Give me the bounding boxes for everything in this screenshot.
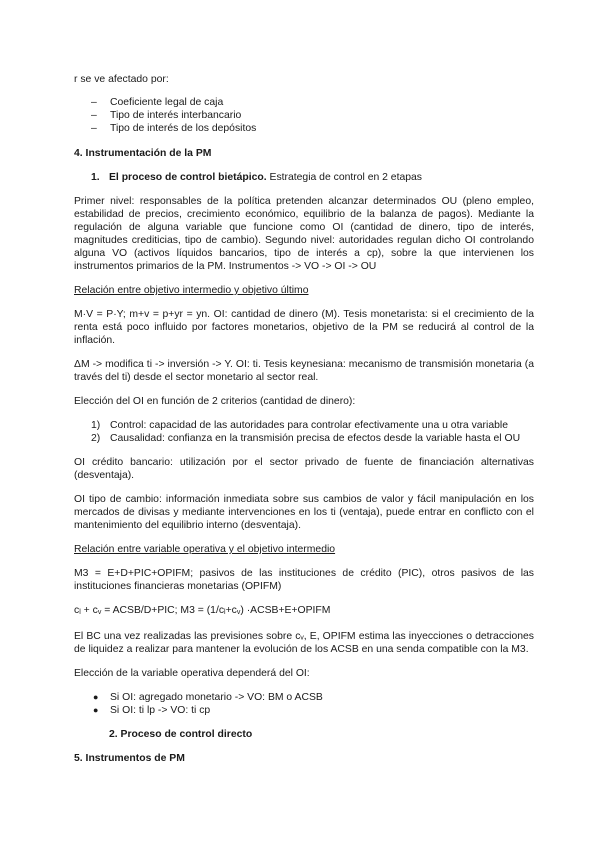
- formula-line: cl + cv = ACSB/D+PIC; M3 = (1/cl+cv) ·ACSB+E+OPIFM: [74, 605, 331, 616]
- section-4-heading: 4. Instrumentación de la PM: [74, 148, 212, 159]
- paragraph-tipo-cambio: OI tipo de cambio: información inmediata sobre sus cambios de valor y fácil manipulación en los mercados de divisas y mediante intervenciones en los ti (ventaja), puede entrar en conflicto con el mantenimiento del equilibrio interno (desventaja).: [74, 494, 534, 531]
- list-item: – Coeficiente legal de caja: [91, 97, 224, 108]
- paragraph-eleccion-oi: Elección del OI en función de 2 criterios (cantidad de dinero):: [74, 396, 356, 407]
- dash-icon: –: [91, 110, 97, 121]
- vo-bullet-list: [74, 691, 534, 717]
- dash-icon: –: [91, 97, 97, 108]
- relation-1-title: Relación entre objetivo intermedio y objetivo último: [74, 285, 309, 296]
- list-item: ● Si OI: ti lp -> VO: ti cp: [93, 705, 211, 716]
- document-body: [74, 73, 534, 776]
- paragraph-primer-nivel: Primer nivel: responsables de la política pretenden alcanzar determinados OU (pleno empleo, estabilidad de precios, crecimiento económico, equilibrio de la balanza de pagos). Mediante la regulación de alguna variable que funcione como OI (cantidad de dinero, tipo de interés, magnitudes crediticias, tipo de cambio). Segundo nivel: autoridades regulan dicho OI controlando alguna VO (activos líquidos bancarios, tipo de interés a cp), sobre la que intervienen los instrumentos primarios de la PM. Instrumentos -> VO -> OI -> OU: [74, 196, 534, 272]
- list-item: – Tipo de interés interbancario: [91, 110, 242, 121]
- paragraph-m3: M3 = E+D+PIC+OPIFM; pasivos de las instituciones de crédito (PIC), otros pasivos de las instituciones financieras monetarias (OPIFM): [74, 568, 534, 592]
- list-item: 2) Causalidad: confianza en la transmisión precisa de efectos desde la variable hasta el OU: [91, 433, 521, 444]
- paragraph-bc: El BC una vez realizadas las previsiones sobre cᵥ, E, OPIFM estima las inyecciones o detracciones de liquidez a realizar para mantener la evolución de los ACSB en una senda compatible con la M3.: [74, 631, 534, 655]
- paragraph-delta-m: ΔM -> modifica ti -> inversión -> Y. OI: ti. Tesis keynesiana: mecanismo de transmisión monetaria (a través del ti) desde el sector monetario al sector real.: [74, 359, 534, 383]
- paragraph-credito-bancario: OI crédito bancario: utilización por el sector privado de fuente de financiación alternativas (desventaja).: [74, 457, 534, 481]
- paragraph-eleccion-vo: Elección de la variable operativa dependerá del OI:: [74, 668, 310, 679]
- criteria-list: [74, 419, 534, 445]
- bullet-icon: ●: [93, 705, 99, 715]
- list-item: 1) Control: capacidad de las autoridades para controlar efectivamente una u otra variable: [91, 420, 508, 431]
- paragraph-mv-equation: M·V = P·Y; m+v = p+yr = yn. OI: cantidad de dinero (M). Tesis monetarista: si el crecimiento de la renta está poco influido por factores monetarios, objetivo de la PM se reducirá al control de la inflación.: [74, 309, 534, 346]
- list-item: – Tipo de interés de los depósitos: [91, 123, 257, 134]
- subsection-2-heading: 2. Proceso de control directo: [109, 729, 253, 740]
- bullet-icon: ●: [93, 692, 99, 702]
- affecting-factors-list: [74, 96, 534, 135]
- section-5-heading: 5. Instrumentos de PM: [74, 753, 185, 764]
- dash-icon: –: [91, 123, 97, 134]
- subsection-1-heading: 1. El proceso de control bietápico. Estrategia de control en 2 etapas: [91, 172, 423, 183]
- relation-2-title: Relación entre variable operativa y el objetivo intermedio: [74, 544, 336, 555]
- intro-line: r se ve afectado por:: [74, 74, 169, 85]
- list-item: ● Si OI: agregado monetario -> VO: BM o ACSB: [93, 692, 323, 703]
